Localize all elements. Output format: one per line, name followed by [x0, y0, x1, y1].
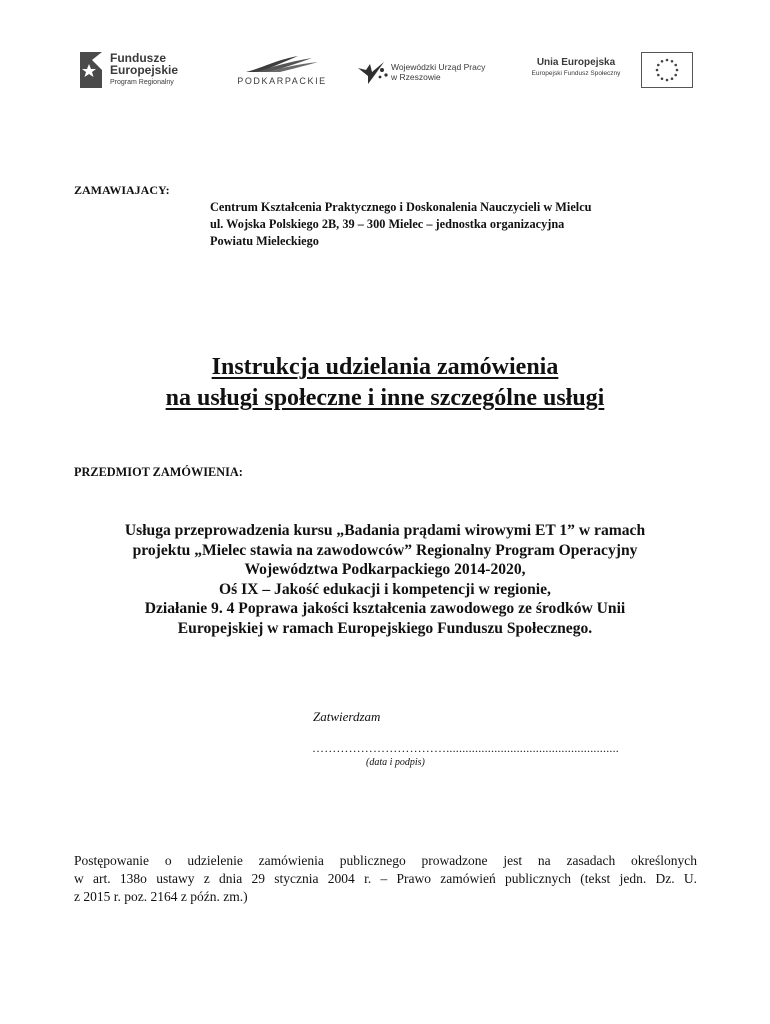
- fundusze-europejskie-logo: [78, 50, 228, 92]
- podkarpackie-logo: [230, 54, 334, 90]
- wup-logo-line1: Wojewódzki Urząd Pracy: [391, 62, 486, 72]
- document-title-line2: na usługi społeczne i inne szczególne usługi: [165, 385, 605, 411]
- paragraph-line: Postępowanie o udzielenie zamówienia publicznego prowadzone jest na zasadach określonych: [74, 853, 697, 868]
- podkarpackie-mountains-icon: [242, 54, 322, 74]
- fe-logo-line2: Europejskie: [110, 63, 179, 77]
- podkarpackie-logo-text: PODKARPACKIE: [237, 76, 327, 86]
- zamawiajacy-line: Centrum Kształcenia Praktycznego i Doskonalenia Nauczycieli w Mielcu: [210, 200, 592, 214]
- document-title-line1: Instrukcja udzielania zamówienia: [211, 354, 559, 380]
- zamawiajacy-label: ZAMAWIAJACY:: [74, 183, 170, 197]
- wup-logo-line2: w Rzeszowie: [391, 72, 441, 82]
- subject-line: Działanie 9. 4 Poprawa jakości kształcenia zawodowego ze środków Unii: [144, 600, 626, 617]
- ue-logo-line1: Unia Europejska: [536, 57, 616, 68]
- legal-basis-paragraph: [74, 852, 697, 906]
- subject-line: Europejskiej w ramach Europejskiego Funduszu Społecznego.: [177, 619, 593, 637]
- przedmiot-label: PRZEDMIOT ZAMÓWIENIA:: [74, 465, 243, 479]
- eu-flag-icon: [641, 52, 693, 88]
- approval-label: Zatwierdzam: [313, 709, 381, 724]
- zamawiajacy-line: Powiatu Mieleckiego: [210, 234, 319, 248]
- subject-line: Usługa przeprowadzenia kursu „Badania prądami wirowymi ET 1” w ramach: [124, 522, 646, 539]
- subject-line: Województwa Podkarpackiego 2014-2020,: [244, 561, 526, 578]
- zamawiajacy-address: [210, 199, 710, 250]
- subject-block: [0, 521, 770, 638]
- paragraph-line: z 2015 r. poz. 2164 z późn. zm.): [74, 889, 248, 904]
- fe-logo-line3: Program Regionalny: [110, 79, 174, 86]
- paragraph-line: w art. 138o ustawy z dnia 29 stycznia 2004 r. – Prawo zamówień publicznych (tekst jedn. Dz. U.: [74, 871, 697, 886]
- fe-star-icon: [78, 50, 106, 90]
- signature-line: ……………………………......................................................: [312, 741, 619, 755]
- ue-logo-line2: Europejski Fundusz Społeczny: [531, 70, 621, 77]
- subject-line: projektu „Mielec stawia na zawodowców” Regionalny Program Operacyjny: [132, 541, 638, 559]
- wup-bird-icon: [356, 58, 390, 86]
- wup-rzeszow-logo: [356, 58, 506, 88]
- subject-line: Oś IX – Jakość edukacji i kompetencji w regionie,: [219, 580, 551, 598]
- fe-logo-line1: Fundusze: [110, 51, 166, 65]
- signature-caption: (data i podpis): [366, 757, 425, 768]
- zamawiajacy-line: ul. Wojska Polskiego 2B, 39 – 300 Mielec – jednostka organizacyjna: [210, 217, 565, 231]
- unia-europejska-logo: [520, 52, 696, 90]
